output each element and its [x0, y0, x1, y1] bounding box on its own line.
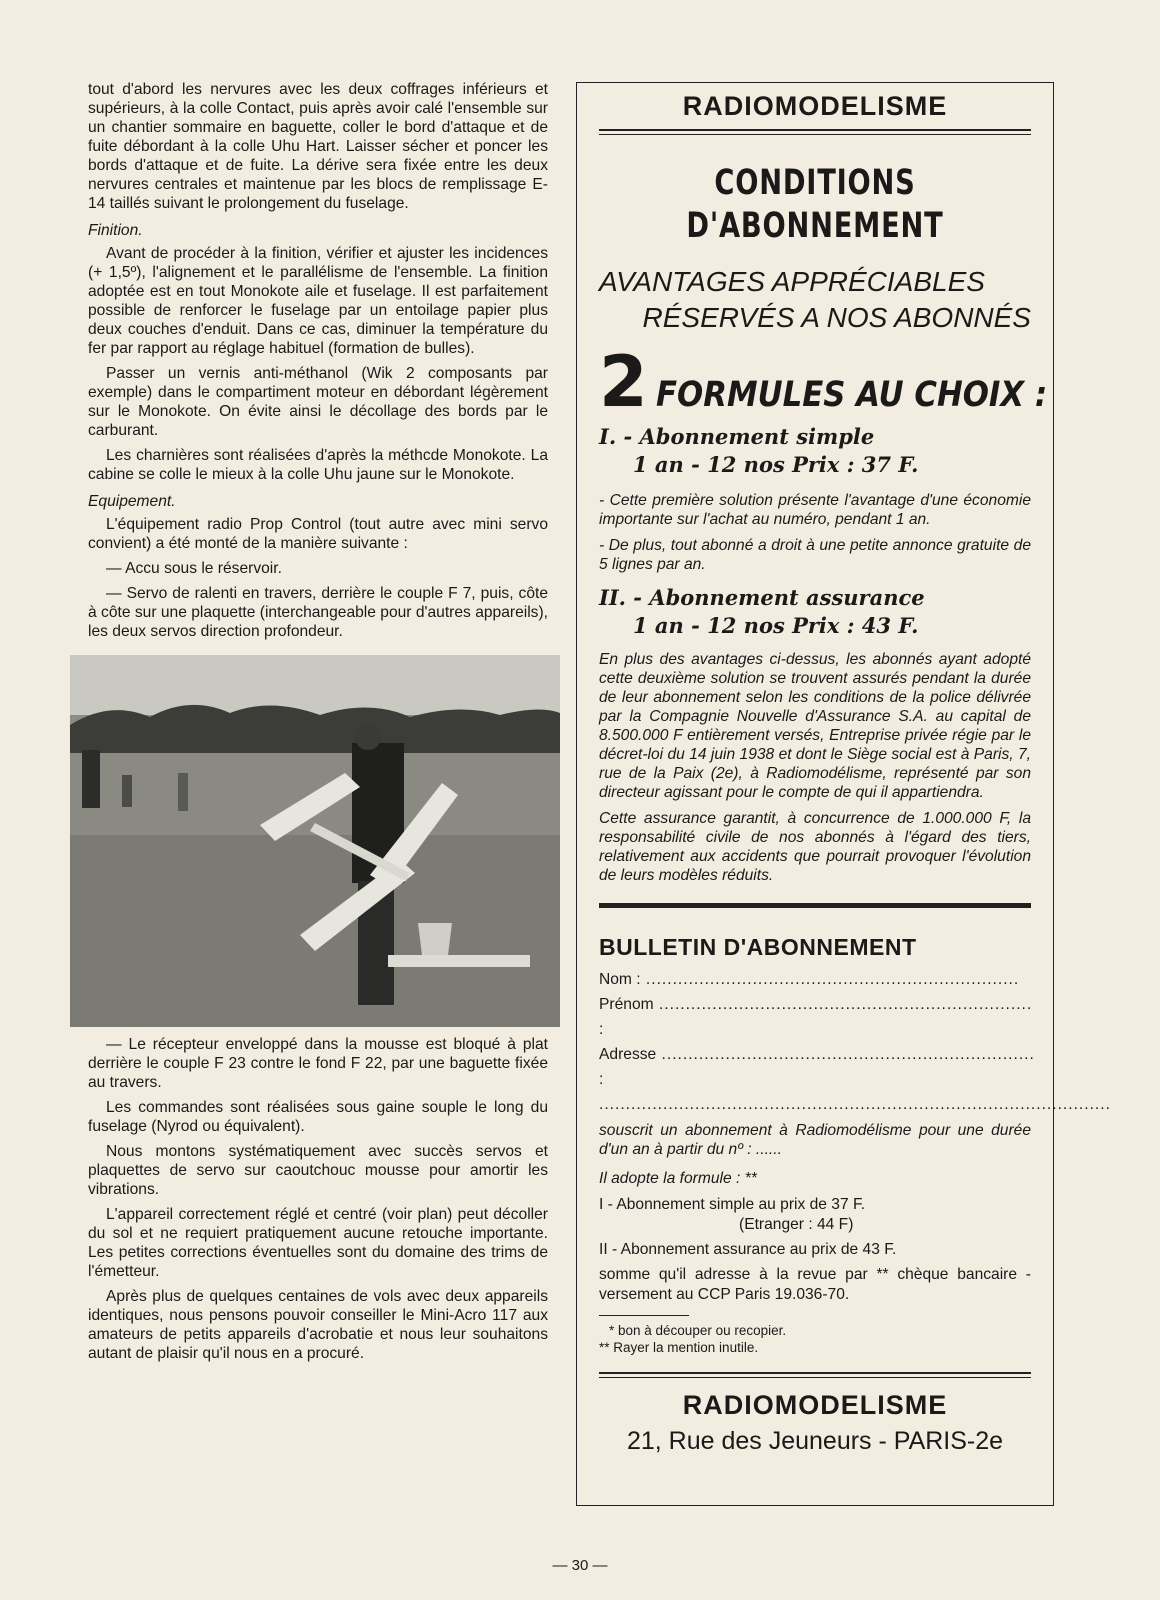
- bulletin-title: BULLETIN D'ABONNEMENT: [599, 934, 917, 960]
- formula-paragraph: En plus des avantages ci-dessus, les abonnés ayant adopté cette deuxième solution se trouvent assurés pendant la durée de leur abonnement selon les conditions de la police délivrée par la Compagnie Nouvelle d'Assurance S.A. au capital de 8.500.000 F entièrement versés, Entreprise privée régie par le décret-loi du 14 juin 1938 et dont le Siège social est à Paris, 7, rue de la Paix (2e), à Radiomodélisme, représenté par son directeur agissant pour le compte de qui il appartiendra.: [599, 651, 1031, 801]
- footnote-rule: [599, 1315, 689, 1316]
- formula-price: 1 an - 12 nos Prix : 43 F.: [633, 613, 919, 638]
- formula-paragraph: Cette assurance garantit, à concurrence de 1.000.000 F, la responsabilité civile de nos abonnés à l'égard des tiers, relativement aux accidents que pourrait provoquer l'évolution de leurs modèles réduits.: [599, 810, 1031, 884]
- article-paragraph: L'appareil correctement réglé et centré (voir plan) peut décoller du sol et ne requiert pratiquement aucune retouche importante. Les petites corrections éventuelles sont du domaine des trims de l'émetteur.: [88, 1206, 548, 1280]
- adresse-label: Adresse :: [599, 1046, 657, 1088]
- formula-1-description: [599, 491, 1031, 574]
- advantages-heading: [599, 264, 1031, 336]
- formules-text: FORMULES AU CHOIX :: [655, 375, 1047, 415]
- formula-title: I. - Abonnement simple: [599, 424, 875, 449]
- section-heading-finition: Finition.: [88, 222, 143, 239]
- thick-divider: [599, 903, 1031, 908]
- form-row-adresse-2: [599, 1092, 1111, 1117]
- option-simple-foreign: (Etranger : 44 F): [739, 1216, 854, 1233]
- subscription-ad-box: [576, 82, 1111, 1506]
- formules-number: 2: [599, 341, 648, 423]
- article-paragraph: tout d'abord les nervures avec les deux coffrages inférieurs et supérieurs, à la colle Contact, puis après avoir calé l'ensemble sur un chantier sommaire en baguette, coller le bord d'attaque et de fuite débordant à la colle Uhu Hart. Laisser sécher et poncer les bords d'attaque et de fuite. La dérive sera fixée entre les deux nervures centrales et maintenue par les blocs de remplissage E-14 taillés suivant le prolongement du fuselage.: [88, 81, 548, 212]
- option-assurance[interactable]: II - Abonnement assurance au prix de 43 F.: [599, 1241, 897, 1258]
- form-row-nom: [599, 967, 1031, 992]
- prenom-label: Prénom :: [599, 996, 654, 1038]
- nom-field[interactable]: ......................................................................: [640, 971, 1020, 988]
- formula-paragraph: - De plus, tout abonné a droit à une petite annonce gratuite de 5 lignes par an.: [599, 537, 1031, 573]
- form-row-prenom: [599, 992, 1031, 1042]
- formula-1-heading: [599, 423, 1031, 479]
- double-rule: [599, 129, 1031, 135]
- article-column: [88, 80, 548, 1369]
- adresse-field-2[interactable]: ................................................................................................: [599, 1096, 1111, 1113]
- prenom-field[interactable]: ......................................................................: [653, 996, 1033, 1013]
- souscrit-paragraph: souscrit un abonnement à Radiomodélisme pour une durée d'un an à partir du nº : ......: [599, 1122, 1031, 1158]
- article-paragraph: Avant de procéder à la finition, vérifier et ajuster les incidences (+ 1,5º), l'alignement et le parallélisme de l'ensemble. La finition adoptée est en tout Monokote aile et fuselage. Il est parfaitement possible de renforcer le fuselage par un entoilage papier plus deux couches d'enduit. Dans ce cas, diminuer la température du fer par rapport au réglage habituel (formation de bulles).: [88, 245, 548, 357]
- subscription-form: [599, 967, 1111, 1117]
- photo-illustration: [70, 655, 560, 1027]
- adresse-field[interactable]: ......................................................................: [656, 1046, 1035, 1063]
- ad-header-title: RADIOMODELISME: [682, 91, 948, 121]
- form-row-adresse: [599, 1042, 1035, 1092]
- footnote: ** Rayer la mention inutile.: [599, 1340, 759, 1355]
- payment-text: somme qu'il adresse à la revue par ** chèque bancaire - versement au CCP Paris 19.036-70.: [599, 1266, 1031, 1303]
- advantages-line: AVANTAGES APPRÉCIABLES: [599, 266, 985, 297]
- section-heading-equipement: Equipement.: [88, 493, 176, 510]
- conditions-line: CONDITIONS: [714, 163, 916, 203]
- article-paragraph: Après plus de quelques centaines de vols avec deux appareils identiques, nous pensons pouvoir conseiller le Mini-Acro 117 aux amateurs de petits appareils d'acrobatie et nous leur souhaitons autant de plaisir qu'il nous en a procuré.: [88, 1288, 548, 1362]
- article-paragraph: — Accu sous le réservoir.: [106, 560, 282, 577]
- page-number: — 30 —: [552, 1557, 608, 1574]
- formula-2-heading: [599, 584, 1031, 640]
- article-paragraph: — Servo de ralenti en travers, derrière le couple F 7, puis, côte à côte sur une plaquette (interchangeable pour d'autres appareils), les deux servos direction profondeur.: [88, 585, 548, 640]
- formula-2-description: [599, 650, 1031, 885]
- footer-title: RADIOMODELISME: [682, 1390, 948, 1420]
- formula-title: II. - Abonnement assurance: [599, 585, 925, 610]
- article-paragraph: Nous montons systématiquement avec succès servos et plaquettes de servo sur caoutchouc mousse pour amortir les vibrations.: [88, 1143, 548, 1198]
- formula-paragraph: - Cette première solution présente l'avantage d'une économie importante sur l'achat au numéro, pendant 1 an.: [599, 492, 1031, 528]
- formules-heading: [599, 341, 1047, 423]
- article-paragraph: Les commandes sont réalisées sous gaine souple le long du fuselage (Nyrod ou équivalent).: [88, 1099, 548, 1135]
- article-paragraph: L'équipement radio Prop Control (tout autre avec mini servo convient) a été monté de la manière suivante :: [88, 516, 548, 552]
- conditions-heading: [647, 162, 984, 248]
- footnotes: [599, 1322, 1031, 1356]
- conditions-line: D'ABONNEMENT: [686, 206, 944, 246]
- nom-label: Nom :: [599, 971, 641, 988]
- advantages-line: RÉSERVÉS A NOS ABONNÉS: [642, 302, 1031, 333]
- souscrit-text: [599, 1121, 1031, 1188]
- footnote: * bon à découper ou recopier.: [609, 1323, 787, 1338]
- formula-price: 1 an - 12 nos Prix : 37 F.: [633, 452, 919, 477]
- article-paragraph: Les charnières sont réalisées d'après la méthcde Monokote. La cabine se colle le mieux à la colle Uhu jaune sur le Monokote.: [88, 447, 548, 483]
- option-simple[interactable]: I - Abonnement simple au prix de 37 F.: [599, 1196, 866, 1213]
- options-list: [599, 1195, 1031, 1305]
- footer-address: 21, Rue des Jeuneurs - PARIS-2e: [626, 1427, 1004, 1455]
- double-rule: [599, 1372, 1031, 1378]
- model-airplane-photo: [70, 655, 560, 1027]
- adopte-paragraph: Il adopte la formule : **: [599, 1170, 757, 1187]
- article-paragraph: — Le récepteur enveloppé dans la mousse est bloqué à plat derrière le couple F 23 contre le fond F 22, par une baguette fixée au travers.: [88, 1036, 548, 1091]
- article-paragraph: Passer un vernis anti-méthanol (Wik 2 composants par exemple) dans le compartiment moteur en débordant légèrement sur le Monokote. On évite ainsi le décollage des bords par le carburant.: [88, 365, 548, 439]
